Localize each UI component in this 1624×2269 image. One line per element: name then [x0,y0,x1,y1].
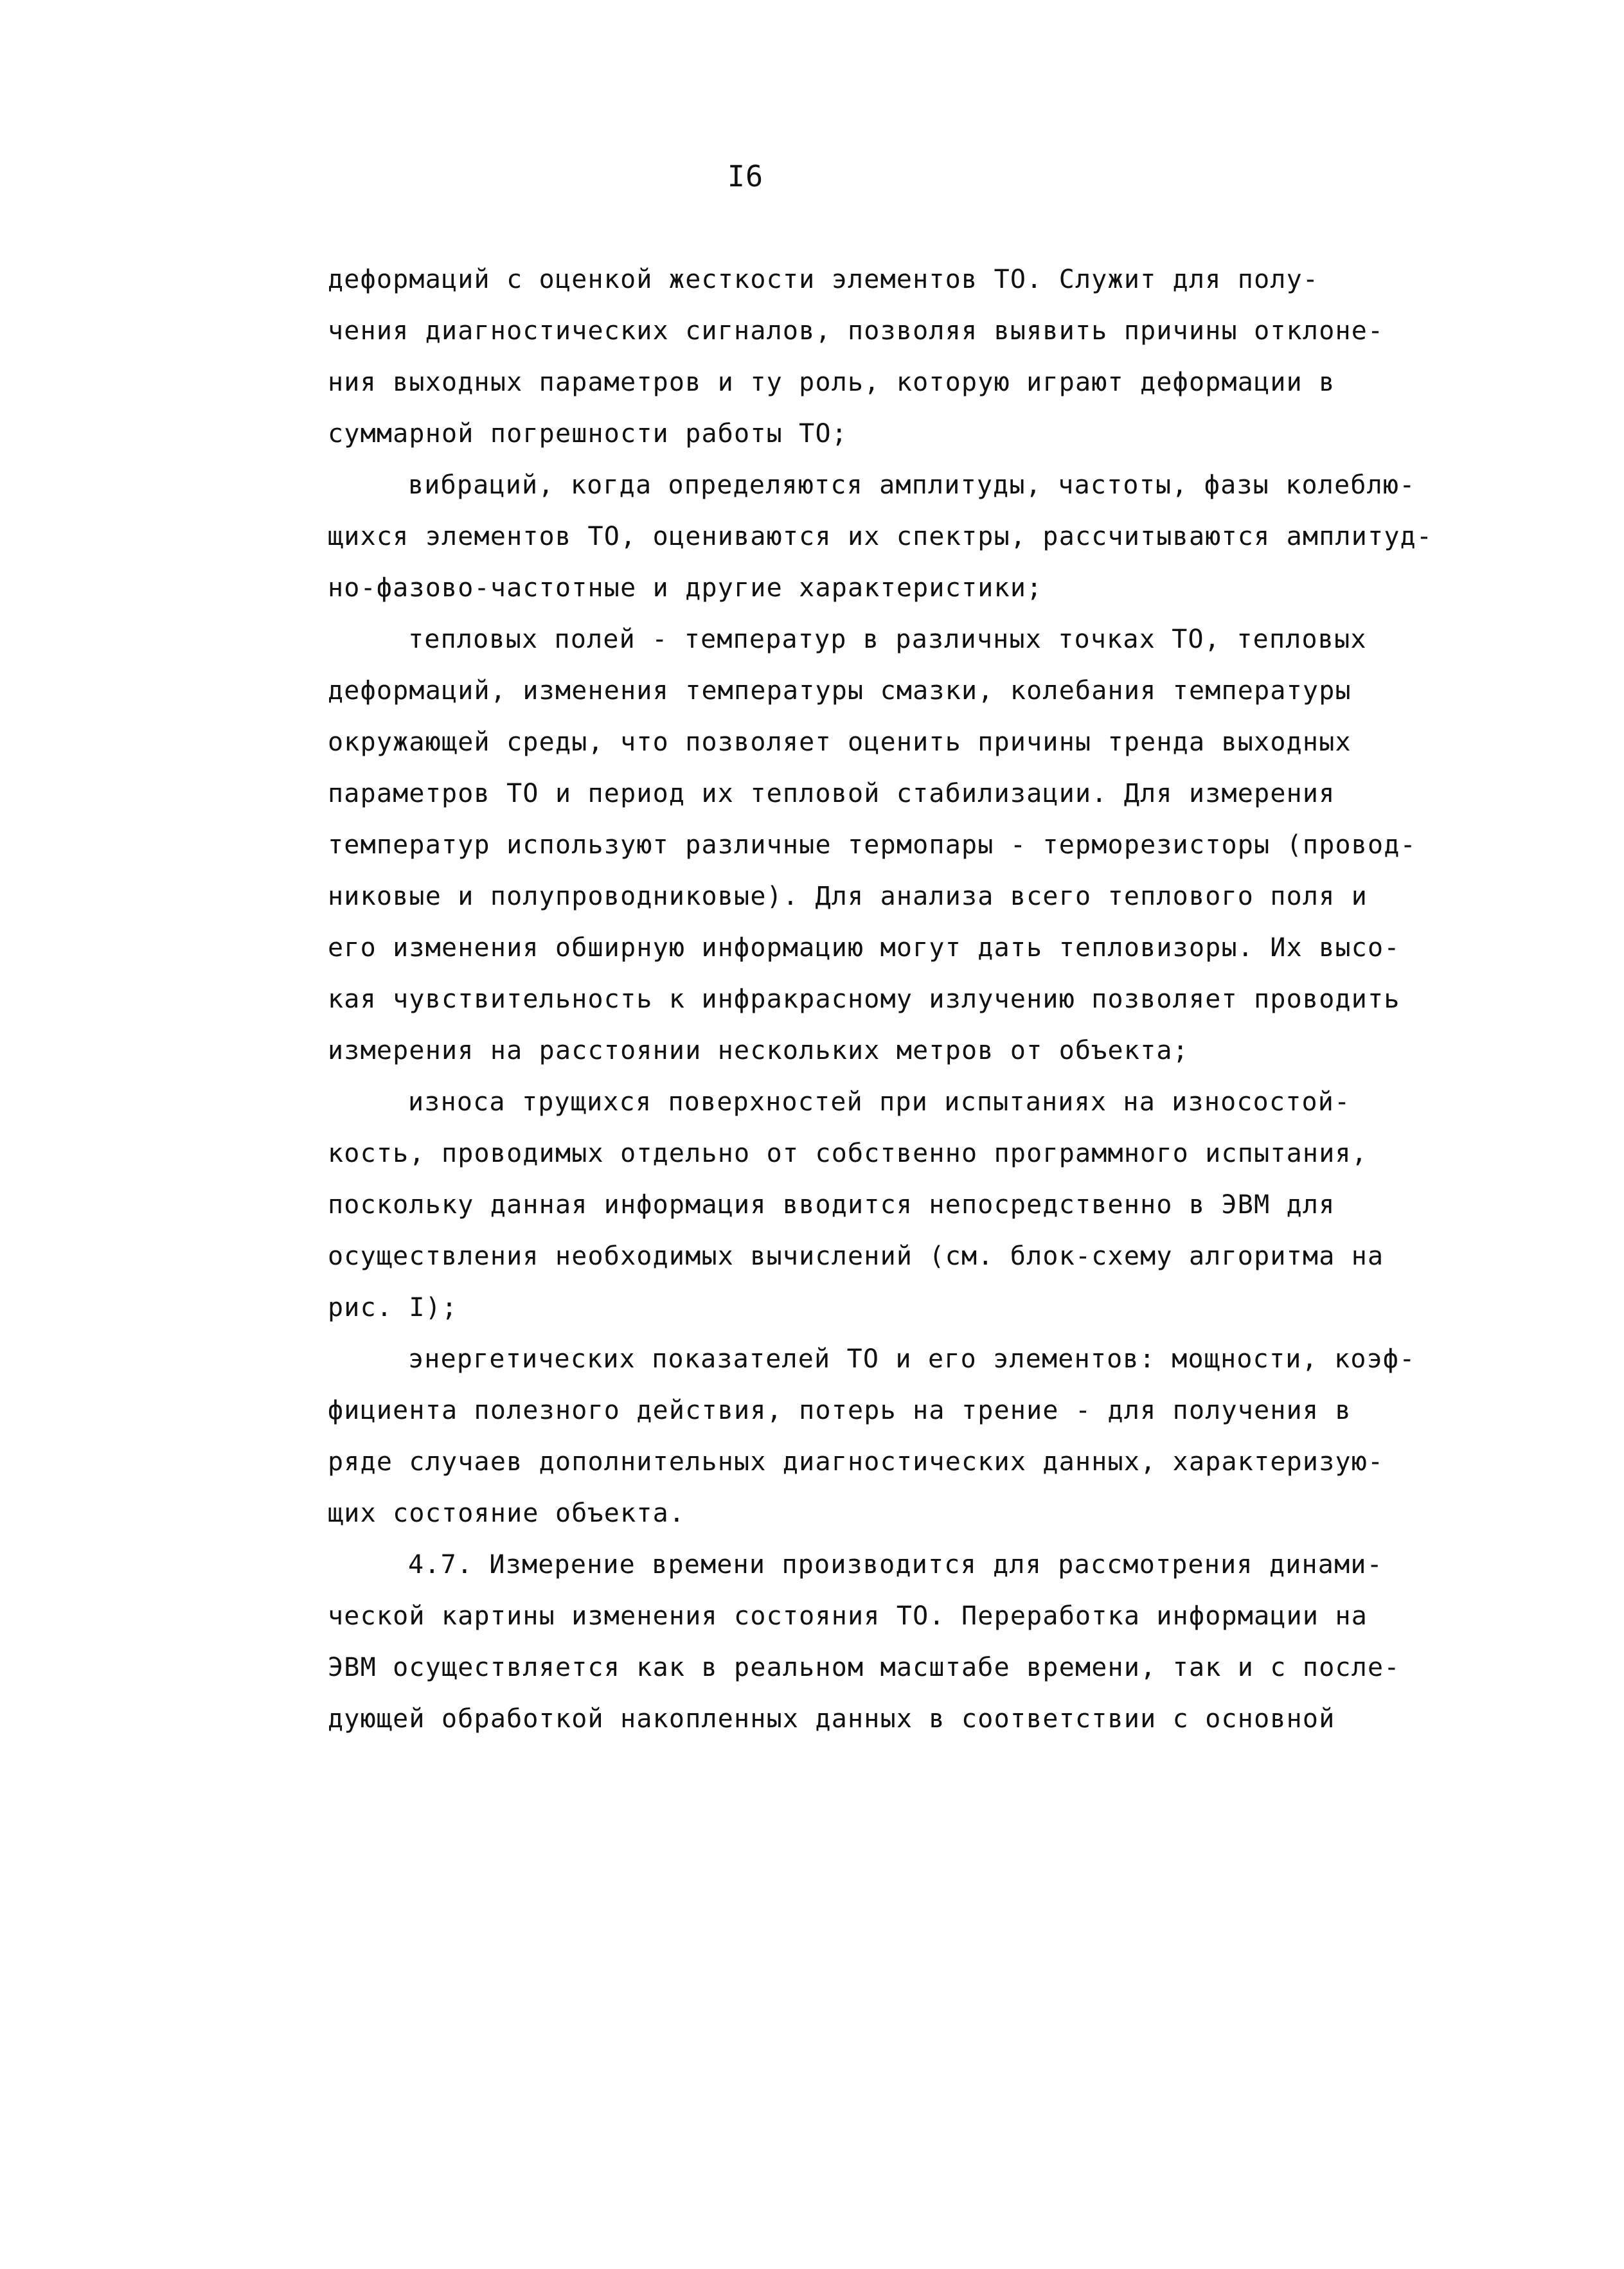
text-line: параметров ТО и период их тепловой стабилизации. Для измерения [328,779,1335,808]
text-line: кость, проводимых отдельно от собственно программного испытания, [328,1139,1368,1168]
text-line: щих состояние объекта. [328,1499,686,1528]
text-line: измерения на расстоянии нескольких метров от объекта; [328,1036,1189,1065]
text-line: его изменения обширную информацию могут дать тепловизоры. Их высо- [328,933,1400,963]
text-line: окружающей среды, что позволяет оценить причины тренда выходных [328,727,1352,757]
paragraph-first-line: вибраций, когда определяются амплитуды, частоты, фазы колеблю- [408,470,1416,500]
text-line: деформаций с оценкой жесткости элементов ТО. Служит для полу- [328,265,1319,294]
text-line: поскольку данная информация вводится непосредственно в ЭВМ для [328,1190,1335,1220]
paragraph-first-line: тепловых полей - температур в различных точках ТО, тепловых [408,625,1367,654]
text-line: фициента полезного действия, потерь на трение - для получения в [328,1396,1352,1425]
paragraph-first-line: 4.7. Измерение времени производится для рассмотрения динами- [408,1550,1383,1579]
text-line: чения диагностических сигналов, позволяя выявить причины отклоне- [328,316,1384,346]
text-line: кая чувствительность к инфракрасному излучению позволяет проводить [328,984,1400,1014]
text-line: температур используют различные термопары - терморезисторы (провод- [328,830,1416,860]
text-line: деформаций, изменения температуры смазки, колебания температуры [328,676,1352,706]
text-line: рис. I); [328,1293,458,1322]
text-line: но-фазово-частотные и другие характеристики; [328,573,1043,603]
text-line: ряде случаев дополнительных диагностических данных, характеризую- [328,1447,1384,1477]
text-line: осуществления необходимых вычислений (см. блок-схему алгоритма на [328,1241,1384,1271]
text-line: никовые и полупроводниковые). Для анализа всего теплового поля и [328,882,1368,911]
text-line: ческой картины изменения состояния ТО. Переработка информации на [328,1601,1368,1631]
paragraph-first-line: энергетических показателей ТО и его элементов: мощности, коэф- [408,1344,1416,1374]
page-number: I6 [727,159,764,193]
paragraph-first-line: износа трущихся поверхностей при испытаниях на износостой- [408,1087,1351,1117]
text-line: ЭВМ осуществляется как в реальном масштабе времени, так и с после- [328,1653,1400,1682]
text-line: ния выходных параметров и ту роль, которую играют деформации в [328,368,1335,397]
text-line: дующей обработкой накопленных данных в соответствии с основной [328,1704,1335,1734]
text-line: щихся элементов ТО, оцениваются их спектры, рассчитываются амплитуд- [328,522,1433,551]
text-line: суммарной погрешности работы ТО; [328,419,848,449]
